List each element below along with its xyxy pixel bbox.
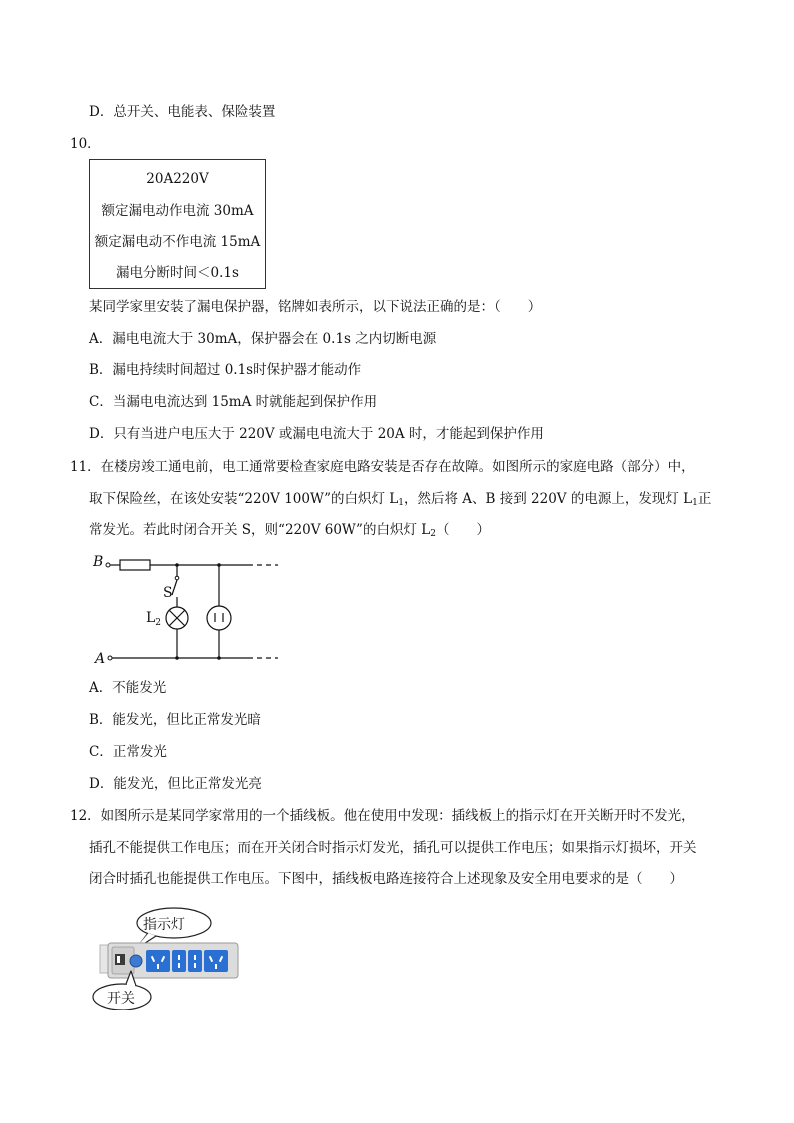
nameplate-break-time: 漏电分断时间＜0.1s	[116, 265, 239, 281]
switch-callout-label: 开关	[107, 991, 135, 1007]
q11-option-c: C．正常发光	[89, 744, 167, 760]
nameplate-rating: 20A220V	[146, 171, 209, 187]
q10-number: 10．	[70, 136, 101, 152]
q12-stem-line3: 闭合时插孔也能提供工作电压。下图中，插线板电路连接符合上述现象及安全用电要求的是（ ）	[89, 871, 683, 887]
q10-option-a: A．漏电电流大于 30mA，保护器会在 0.1s 之内切断电源	[89, 331, 437, 347]
outlet-icon	[188, 950, 202, 972]
indicator-lamp-icon	[130, 955, 142, 967]
outlet-icon	[172, 950, 186, 972]
nameplate-no-trip-current: 额定漏电动不作电流 15mA	[94, 234, 261, 250]
lamp-l2-label: $L_2$	[146, 610, 162, 628]
q11-stem-line2: 取下保险丝，在该处安装“220V 100W”的白炽灯 $L_1$，然后将 A、B 接到 220V 的电源上，发现灯 $L_1$正	[89, 491, 712, 508]
q9-option-d: D．总开关、电能表、保险装置	[89, 104, 276, 120]
socket-symbol	[207, 606, 231, 630]
terminal-b	[106, 563, 110, 567]
q11-option-a: A．不能发光	[89, 680, 167, 696]
q10-option-b: B．漏电持续时间超过 0.1s时保护器才能动作	[89, 362, 362, 378]
nameplate-trip-current: 额定漏电动作电流 30mA	[101, 203, 254, 219]
switch-s	[172, 580, 177, 595]
terminal-a	[108, 656, 112, 660]
q10-option-c: C．当漏电电流达到 15mA 时就能起到保护作用	[89, 394, 378, 410]
q10-option-d: D．只有当进户电压大于 220V 或漏电电流大于 20A 时，才能起到保护作用	[89, 426, 544, 442]
indicator-callout-label: 指示灯	[143, 917, 185, 933]
q12-stem-line2: 插孔不能提供工作电压；而在开关闭合时指示灯发光，插孔可以提供工作电压；如果指示灯损坏，开关	[89, 840, 697, 856]
power-strip-figure	[90, 905, 250, 1014]
q12-stem-line1: 12．如图所示是某同学家常用的一个插线板。他在使用中发现：插线板上的指示灯在开关断开时不发光，	[70, 808, 695, 824]
terminal-b-label: B	[93, 554, 104, 570]
q11-option-b: B．能发光，但比正常发光暗	[89, 712, 261, 728]
switch-contact	[175, 576, 179, 580]
nameplate-table	[89, 159, 266, 289]
q10-stem: 某同学家里安装了漏电保护器，铭牌如表所示，以下说法正确的是：（ ）	[89, 299, 542, 315]
switch-s-label: S	[163, 585, 173, 601]
terminal-a-label: A	[95, 651, 106, 667]
q11-option-d: D．能发光，但比正常发光亮	[89, 776, 262, 792]
q11-stem-line1: 11．在楼房竣工通电前，电工通常要检查家庭电路安装是否存在故障。如图所示的家庭电路（部分）中，	[70, 459, 695, 475]
fuse-symbol	[120, 560, 150, 570]
q11-stem-line3: 常发光。若此时闭合开关 S，则“220V 60W”的白炽灯 $L_2$（ ）	[89, 522, 490, 539]
household-circuit-diagram	[88, 550, 288, 668]
